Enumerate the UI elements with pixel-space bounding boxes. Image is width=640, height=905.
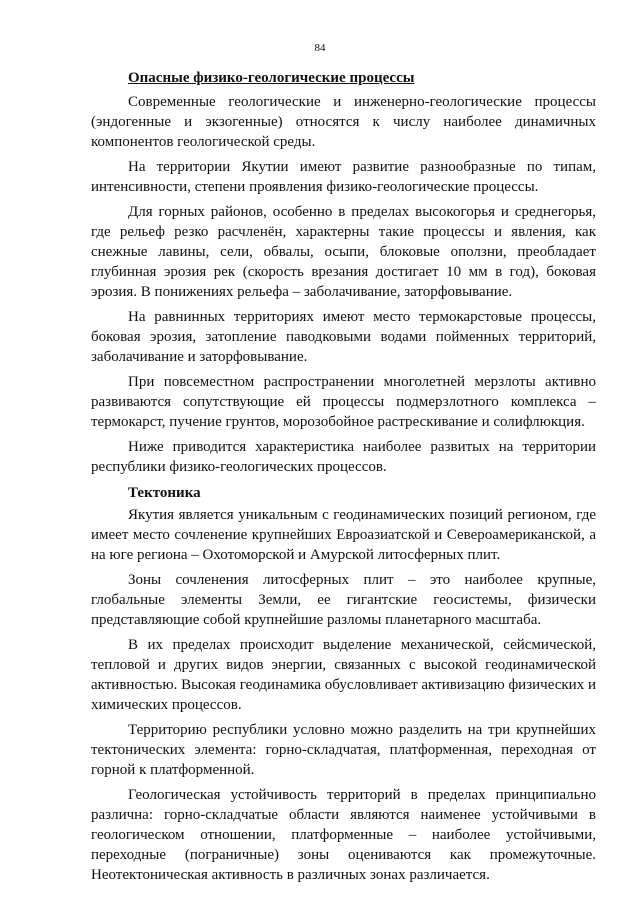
paragraph: При повсеместном распространении многолетней мерзлоты активно развиваются сопутствующие ей процессы подмерзлотного комплекса – термокарст, пучение грунтов, морозобойное растрескивание и солифлюкция. — [91, 374, 596, 430]
paragraph: Территорию республики условно можно разделить на три крупнейших тектонических элемента: горно-складчатая, платформенная, переходная от горной к платформенной. — [91, 722, 596, 778]
section-heading-hazardous-processes: Опасные физико-геологические процессы — [128, 70, 415, 86]
page-body — [91, 68, 596, 890]
paragraph: В их пределах происходит выделение механической, сейсмической, тепловой и других видов энергии, связанных с высокой геодинамической активностью. Высокая геодинамика обусловливает активизацию физических и химических процессов. — [91, 637, 596, 713]
paragraph: На территории Якутии имеют развитие разнообразные по типам, интенсивности, степени проявления физико-геологические процессы. — [91, 159, 596, 195]
section-heading-tectonics: Тектоника — [128, 485, 201, 501]
paragraph: На равнинных территориях имеют место термокарстовые процессы, боковая эрозия, затопление паводковыми водами пойменных территорий, заболачивание и заторфовывание. — [91, 309, 596, 365]
paragraph: Зоны сочленения литосферных плит – это наиболее крупные, глобальные элементы Земли, ее гигантские геосистемы, физически представляющие собой крупнейшие разломы планетарного масштаба. — [91, 572, 596, 628]
paragraph: Для горных районов, особенно в пределах высокогорья и среднегорья, где рельеф резко расчленён, характерны такие процессы и явления, как снежные лавины, сели, обвалы, осыпи, блоковые оползни, преобладает глубинная эрозия рек (скорость врезания достигает 10 мм в год), боковая эрозия. В понижениях рельефа – заболачивание, заторфовывание. — [91, 204, 596, 300]
paragraph: Современные геологические и инженерно-геологические процессы (эндогенные и экзогенные) относятся к числу наиболее динамичных компонентов геологической среды. — [91, 94, 596, 150]
paragraph: Ниже приводится характеристика наиболее развитых на территории республики физико-геологических процессов. — [91, 439, 596, 475]
page-number: 84 — [314, 42, 326, 54]
paragraph: Якутия является уникальным с геодинамических позиций регионом, где имеет место сочленение крупнейших Евроазиатской и Североамериканской, а на юге региона – Охотоморской и Амурской литосферных плит. — [91, 507, 596, 563]
paragraph: Геологическая устойчивость территорий в пределах принципиально различна: горно-складчатые области являются наименее устойчивыми в геологическом отношении, платформенные – наиболее устойчивыми, переходные (пограничные) зоны оцениваются как промежуточные. Неотектоническая активность в различных зонах различается. — [91, 787, 596, 883]
